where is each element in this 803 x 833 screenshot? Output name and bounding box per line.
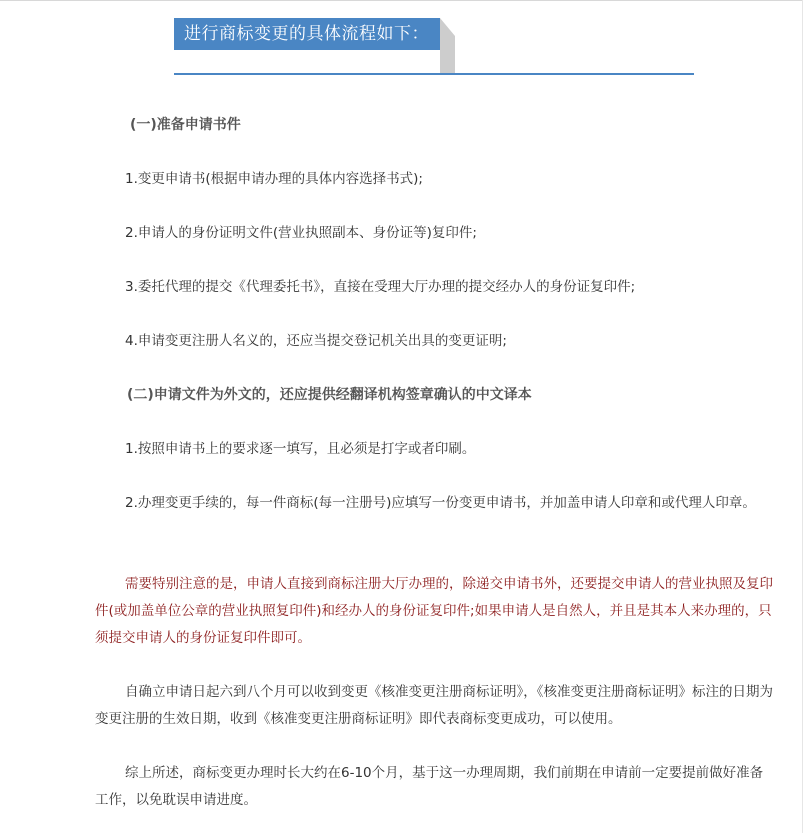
list-item-paragraph: 2.办理变更手续的，每一件商标(每一注册号)应填写一份变更申请书，并加盖申请人印章和或代理人印章。	[125, 495, 756, 511]
top-border	[0, 0, 803, 1]
special-note-paragraph: 需要特别注意的是，申请人直接到商标注册大厅办理的，除递交申请书外，还要提交申请人的营业执照及复印件(或加盖单位公章的营业执照复印件)和经办人的身份证复印件;如果申请人是自然人，并且是其本人来办理的，只须提交申请人的身份证复印件即可。	[95, 576, 773, 646]
list-item: 2.申请人的身份证明文件(营业执照副本、身份证等)复印件;	[125, 225, 477, 241]
heading-tab-fold	[440, 18, 455, 36]
list-item: 1.按照申请书上的要求逐一填写，且必须是打字或者印刷。	[125, 441, 476, 457]
list-item: 4.申请变更注册人名义的，还应当提交登记机关出具的变更证明;	[125, 333, 507, 349]
section-heading	[174, 17, 694, 75]
section1-title: (一)准备申请书件	[130, 117, 241, 133]
summary-paragraph: 综上所述，商标变更办理时长大约在6-10个月，基于这一办理周期，我们前期在申请前一定要提前做好准备工作，以免耽误申请进度。	[95, 765, 764, 808]
certificate-paragraph: 自确立申请日起六到八个月可以收到变更《核准变更注册商标证明》，《核准变更注册商标证明》标注的日期为变更注册的生效日期，收到《核准变更注册商标证明》即代表商标变更成功，可以使用。	[95, 684, 773, 727]
list-item: 1.变更申请书(根据申请办理的具体内容选择书式);	[125, 171, 423, 187]
heading-underline	[174, 73, 694, 75]
heading-title: 进行商标变更的具体流程如下：	[174, 18, 440, 50]
list-item: 3.委托代理的提交《代理委托书》，直接在受理大厅办理的提交经办人的身份证复印件;	[125, 279, 636, 295]
section2-title: (二)申请文件为外文的，还应提供经翻译机构签章确认的中文译本	[127, 387, 532, 403]
